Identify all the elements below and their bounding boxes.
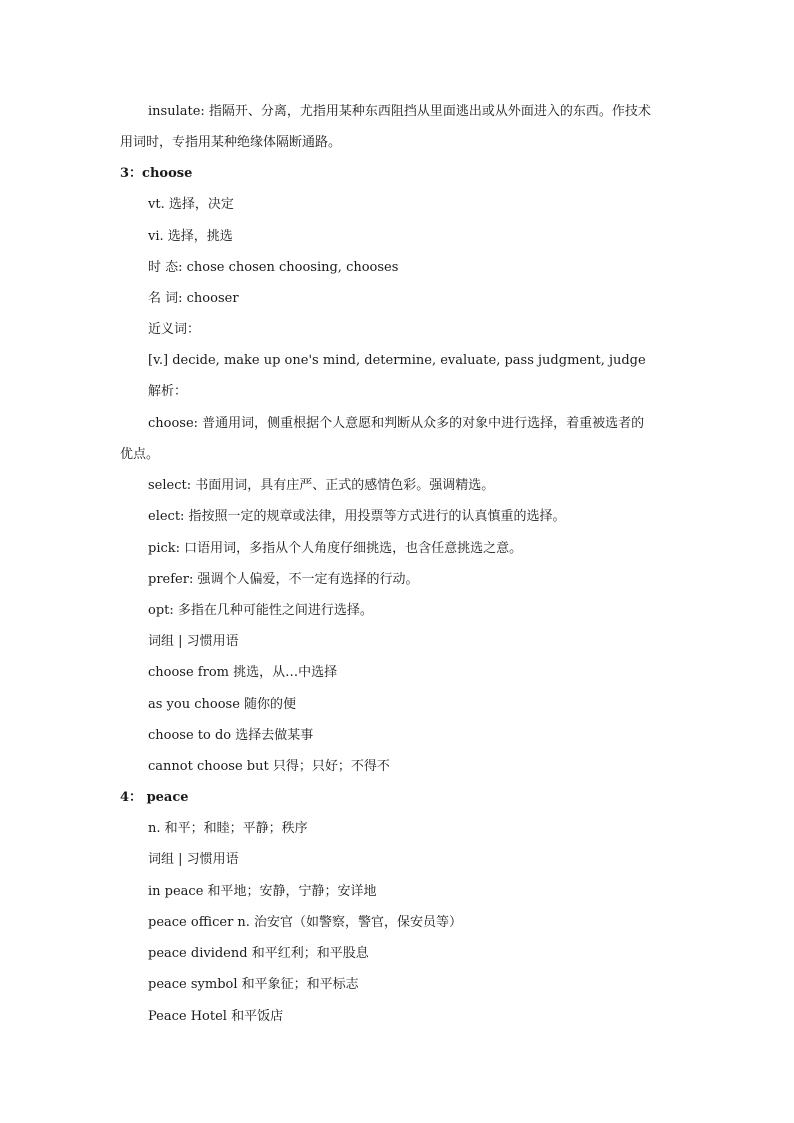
insulate-definition-line-1: insulate: 指隔开、分离，尤指用某种东西阻挡从里面逃出或从外面进入的东西。作技术	[148, 104, 651, 119]
analysis-choose-line-1: choose: 普通用词，侧重根据个人意愿和判断从众多的对象中进行选择，着重被选者的	[148, 416, 645, 431]
choose-vt-definition: vt. 选择，决定	[148, 197, 234, 212]
choose-noun-form: 名 词: chooser	[148, 291, 239, 306]
section-heading-peace: 4： peace	[120, 790, 189, 805]
phrase-peace-dividend: peace dividend 和平红利；和平股息	[148, 946, 369, 961]
analysis-pick: pick: 口语用词，多指从个人角度仔细挑选，也含任意挑选之意。	[148, 541, 523, 556]
phrase-choose-to-do: choose to do 选择去做某事	[148, 728, 314, 743]
phrase-cannot-choose-but: cannot choose but 只得；只好；不得不	[148, 759, 390, 774]
analysis-label: 解析：	[148, 384, 188, 399]
analysis-prefer: prefer: 强调个人偏爱，不一定有选择的行动。	[148, 572, 419, 587]
synonyms-label: 近义词：	[148, 322, 201, 337]
analysis-choose-line-2: 优点。	[120, 447, 160, 462]
analysis-select: select: 书面用词，具有庄严、正式的感情色彩。强调精选。	[148, 478, 495, 493]
analysis-elect: elect: 指按照一定的规章或法律，用投票等方式进行的认真慎重的选择。	[148, 509, 566, 524]
peace-noun-definition: n. 和平；和睦；平静；秩序	[148, 821, 308, 836]
phrase-choose-from: choose from 挑选，从…中选择	[148, 665, 338, 680]
phrases-label-choose: 词组 | 习惯用语	[148, 634, 239, 649]
phrase-peace-officer: peace officer n. 治安官（如警察，警官，保安员等）	[148, 915, 463, 930]
choose-tense-forms: 时 态: chose chosen choosing, chooses	[148, 260, 399, 275]
insulate-definition-line-2: 用词时，专指用某种绝缘体隔断通路。	[120, 135, 342, 150]
synonyms-list: [v.] decide, make up one's mind, determine, evaluate, pass judgment, judge	[148, 353, 646, 368]
phrase-as-you-choose: as you choose 随你的便	[148, 697, 297, 712]
phrase-peace-symbol: peace symbol 和平象征；和平标志	[148, 977, 359, 992]
choose-vi-definition: vi. 选择，挑选	[148, 229, 233, 244]
phrases-label-peace: 词组 | 习惯用语	[148, 852, 239, 867]
section-heading-choose: 3：choose	[120, 166, 193, 181]
analysis-opt: opt: 多指在几种可能性之间进行选择。	[148, 603, 373, 618]
phrase-peace-hotel: Peace Hotel 和平饭店	[148, 1009, 284, 1024]
phrase-in-peace: in peace 和平地；安静，宁静；安详地	[148, 884, 377, 899]
